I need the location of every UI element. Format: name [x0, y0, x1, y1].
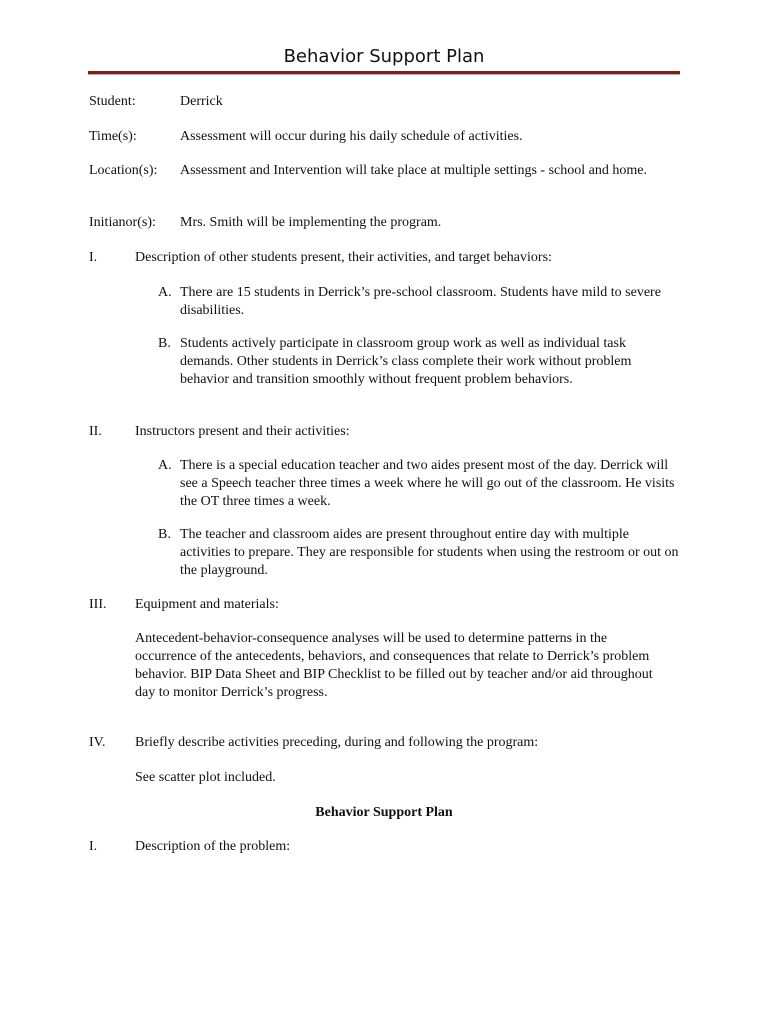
item-text: There are 15 students in Derrick’s pre-school classroom. Students have mild to severe disabilities. [180, 285, 661, 318]
paragraph-text: See scatter plot included. [135, 770, 276, 785]
item-text: Students actively participate in classroom group work as well as individual task demands. Other students in Derrick’s class complete their work without problem behavior and transition smoothly without frequent problem behaviors. [180, 336, 632, 387]
field-label: Student: [89, 94, 136, 109]
field-label: Initianor(s): [89, 215, 156, 230]
field-value: Mrs. Smith will be implementing the program. [180, 215, 442, 230]
section-heading: Equipment and materials: [135, 597, 279, 612]
section-number: I. [89, 839, 98, 854]
field-label: Location(s): [89, 163, 158, 178]
section-number: II. [89, 424, 102, 439]
item-letter: B. [158, 336, 171, 351]
item-text: The teacher and classroom aides are present throughout entire day with multiple activities to prepare. They are responsible for students when using the restroom or out on the playground. [180, 527, 679, 578]
section-number: III. [89, 597, 107, 612]
field-value: Assessment will occur during his daily schedule of activities. [180, 129, 523, 144]
item-letter: A. [158, 458, 172, 473]
item-letter: B. [158, 527, 171, 542]
section-number: IV. [89, 735, 106, 750]
item-letter: A. [158, 285, 172, 300]
paragraph-text: Antecedent-behavior-consequence analyses will be used to determine patterns in the occurrence of the antecedents, behaviors, and consequences that relate to Derrick’s problem behavior. BIP Data Sheet and BIP Checklist to be filled out by teacher and/or aid throughout day to monitor Derrick’s progress. [135, 631, 653, 700]
section-heading: Description of other students present, their activities, and target behaviors: [135, 250, 552, 265]
title-divider [88, 71, 680, 75]
page-title: Behavior Support Plan [283, 46, 485, 67]
field-label: Time(s): [89, 129, 137, 144]
section-subheading: Behavior Support Plan [315, 805, 453, 820]
section-number: I. [89, 250, 98, 265]
section-heading: Instructors present and their activities: [135, 424, 350, 439]
section-heading: Briefly describe activities preceding, during and following the program: [135, 735, 539, 750]
field-value: Derrick [180, 94, 223, 109]
section-heading: Description of the problem: [135, 839, 291, 854]
field-value: Assessment and Intervention will take place at multiple settings - school and home. [180, 163, 647, 178]
item-text: There is a special education teacher and two aides present most of the day. Derrick will see a Speech teacher three times a week where he will go out of the classroom. He visits the OT three times a week. [180, 458, 675, 509]
